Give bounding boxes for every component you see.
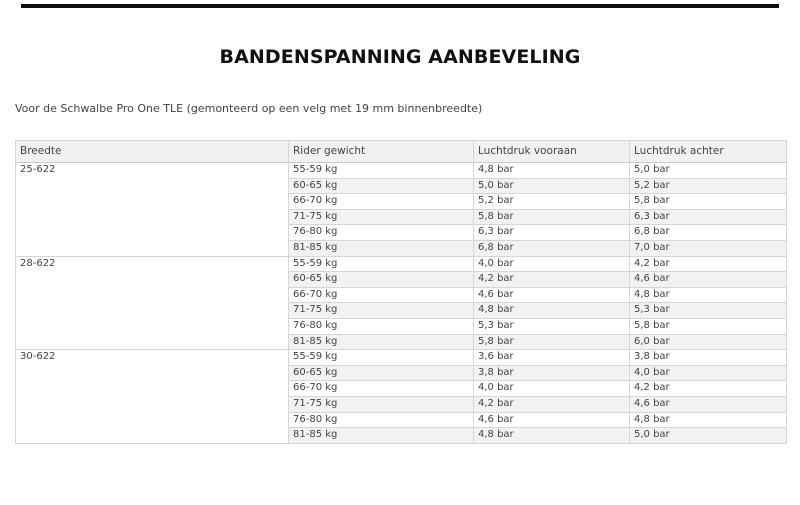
weight-cell: 55-59 kg <box>289 256 474 272</box>
rear-pressure-cell: 4,0 bar <box>630 365 787 381</box>
rear-pressure-cell: 5,3 bar <box>630 303 787 319</box>
weight-cell: 55-59 kg <box>289 163 474 179</box>
header-rider-gewicht: Rider gewicht <box>289 141 474 163</box>
rear-pressure-cell: 4,2 bar <box>630 381 787 397</box>
weight-cell: 66-70 kg <box>289 381 474 397</box>
rear-pressure-cell: 4,8 bar <box>630 287 787 303</box>
intro-text: Voor de Schwalbe Pro One TLE (gemonteerd op een velg met 19 mm binnenbreedte) <box>15 102 483 115</box>
tire-pressure-table <box>15 140 787 444</box>
front-pressure-cell: 5,0 bar <box>474 178 630 194</box>
header-breedte: Breedte <box>16 141 289 163</box>
weight-cell: 81-85 kg <box>289 240 474 256</box>
weight-cell: 81-85 kg <box>289 428 474 444</box>
front-pressure-cell: 4,6 bar <box>474 287 630 303</box>
front-pressure-cell: 5,8 bar <box>474 334 630 350</box>
rear-pressure-cell: 5,2 bar <box>630 178 787 194</box>
front-pressure-cell: 3,6 bar <box>474 350 630 366</box>
rear-pressure-cell: 6,0 bar <box>630 334 787 350</box>
rear-pressure-cell: 7,0 bar <box>630 240 787 256</box>
front-pressure-cell: 5,8 bar <box>474 209 630 225</box>
rear-pressure-cell: 4,2 bar <box>630 256 787 272</box>
front-pressure-cell: 4,8 bar <box>474 163 630 179</box>
weight-cell: 66-70 kg <box>289 194 474 210</box>
weight-cell: 71-75 kg <box>289 303 474 319</box>
top-divider <box>21 4 779 8</box>
weight-cell: 76-80 kg <box>289 412 474 428</box>
header-luchtdruk-vooraan: Luchtdruk vooraan <box>474 141 630 163</box>
rear-pressure-cell: 4,8 bar <box>630 412 787 428</box>
front-pressure-cell: 4,8 bar <box>474 428 630 444</box>
tire-width-cell: 30-622 <box>16 350 289 444</box>
front-pressure-cell: 5,3 bar <box>474 318 630 334</box>
weight-cell: 60-65 kg <box>289 272 474 288</box>
table-row <box>16 256 787 272</box>
weight-cell: 71-75 kg <box>289 209 474 225</box>
rear-pressure-cell: 3,8 bar <box>630 350 787 366</box>
rear-pressure-cell: 5,8 bar <box>630 194 787 210</box>
rear-pressure-cell: 5,0 bar <box>630 428 787 444</box>
front-pressure-cell: 4,2 bar <box>474 272 630 288</box>
weight-cell: 55-59 kg <box>289 350 474 366</box>
weight-cell: 76-80 kg <box>289 318 474 334</box>
weight-cell: 60-65 kg <box>289 178 474 194</box>
weight-cell: 81-85 kg <box>289 334 474 350</box>
rear-pressure-cell: 5,8 bar <box>630 318 787 334</box>
weight-cell: 66-70 kg <box>289 287 474 303</box>
table-header-row <box>16 141 787 163</box>
table-row <box>16 350 787 366</box>
front-pressure-cell: 4,2 bar <box>474 396 630 412</box>
weight-cell: 71-75 kg <box>289 396 474 412</box>
front-pressure-cell: 4,8 bar <box>474 303 630 319</box>
tire-width-cell: 25-622 <box>16 163 289 257</box>
table-row <box>16 163 787 179</box>
page-title: BANDENSPANNING AANBEVELING <box>219 46 581 68</box>
weight-cell: 60-65 kg <box>289 365 474 381</box>
rear-pressure-cell: 6,3 bar <box>630 209 787 225</box>
front-pressure-cell: 6,8 bar <box>474 240 630 256</box>
header-luchtdruk-achter: Luchtdruk achter <box>630 141 787 163</box>
rear-pressure-cell: 5,0 bar <box>630 163 787 179</box>
front-pressure-cell: 5,2 bar <box>474 194 630 210</box>
weight-cell: 76-80 kg <box>289 225 474 241</box>
front-pressure-cell: 4,6 bar <box>474 412 630 428</box>
front-pressure-cell: 3,8 bar <box>474 365 630 381</box>
rear-pressure-cell: 4,6 bar <box>630 272 787 288</box>
tire-width-cell: 28-622 <box>16 256 289 350</box>
front-pressure-cell: 4,0 bar <box>474 256 630 272</box>
table-body <box>16 163 787 444</box>
front-pressure-cell: 4,0 bar <box>474 381 630 397</box>
rear-pressure-cell: 4,6 bar <box>630 396 787 412</box>
front-pressure-cell: 6,3 bar <box>474 225 630 241</box>
rear-pressure-cell: 6,8 bar <box>630 225 787 241</box>
